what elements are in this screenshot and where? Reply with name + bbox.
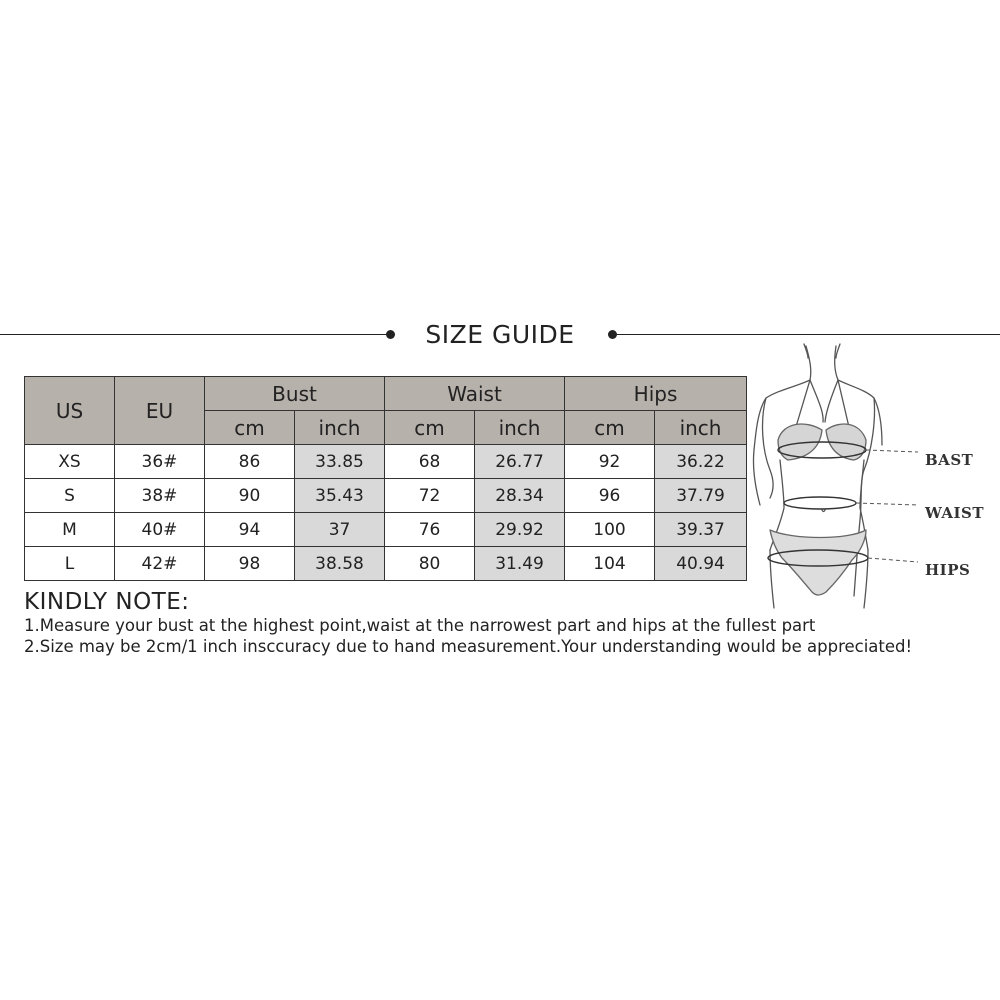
table-header-row (25, 377, 747, 411)
cell-bust-inch: 38.58 (295, 547, 385, 581)
cell-eu: 40# (115, 513, 205, 547)
cell-hips-cm: 92 (565, 445, 655, 479)
header-bust-inch: inch (295, 411, 385, 445)
waist-label: WAIST (925, 504, 985, 522)
header-us: US (25, 377, 115, 445)
cell-bust-cm: 94 (205, 513, 295, 547)
cell-hips-cm: 96 (565, 479, 655, 513)
cell-hips-inch: 36.22 (655, 445, 747, 479)
cell-bust-inch: 35.43 (295, 479, 385, 513)
header-waist: Waist (385, 377, 565, 411)
cell-hips-inch: 39.37 (655, 513, 747, 547)
cell-us: L (25, 547, 115, 581)
cell-us: M (25, 513, 115, 547)
note-heading: KINDLY NOTE: (24, 589, 190, 615)
title-rule-left (0, 334, 390, 335)
header-eu: EU (115, 377, 205, 445)
table-row (25, 445, 747, 479)
note-line-2: 2.Size may be 2cm/1 inch insccuracy due to hand measurement.Your understanding would be appreciated! (24, 637, 913, 656)
cell-hips-inch: 40.94 (655, 547, 747, 581)
cell-bust-cm: 86 (205, 445, 295, 479)
cell-bust-cm: 98 (205, 547, 295, 581)
cell-waist-cm: 68 (385, 445, 475, 479)
bust-label: BAST (925, 451, 974, 469)
cell-us: S (25, 479, 115, 513)
body-measurement-figure (748, 340, 1000, 610)
page-title: SIZE GUIDE (425, 320, 575, 349)
cell-waist-inch: 26.77 (475, 445, 565, 479)
hips-label: HIPS (925, 561, 971, 579)
header-waist-inch: inch (475, 411, 565, 445)
title-dot-left (386, 330, 395, 339)
header-hips-cm: cm (565, 411, 655, 445)
cell-hips-inch: 37.79 (655, 479, 747, 513)
cell-eu: 36# (115, 445, 205, 479)
table-row (25, 513, 747, 547)
cell-eu: 42# (115, 547, 205, 581)
cell-bust-inch: 37 (295, 513, 385, 547)
cell-waist-cm: 76 (385, 513, 475, 547)
cell-us: XS (25, 445, 115, 479)
header-bust-cm: cm (205, 411, 295, 445)
note-line-1: 1.Measure your bust at the highest point,waist at the narrowest part and hips at the fullest part (24, 616, 816, 635)
cell-bust-inch: 33.85 (295, 445, 385, 479)
cell-hips-cm: 100 (565, 513, 655, 547)
cell-waist-cm: 72 (385, 479, 475, 513)
cell-waist-inch: 31.49 (475, 547, 565, 581)
cell-hips-cm: 104 (565, 547, 655, 581)
table-row (25, 479, 747, 513)
cell-waist-inch: 28.34 (475, 479, 565, 513)
cell-eu: 38# (115, 479, 205, 513)
header-hips-inch: inch (655, 411, 747, 445)
header-bust: Bust (205, 377, 385, 411)
header-hips: Hips (565, 377, 747, 411)
size-chart-table (24, 376, 747, 581)
table-row (25, 547, 747, 581)
cell-waist-inch: 29.92 (475, 513, 565, 547)
header-waist-cm: cm (385, 411, 475, 445)
cell-bust-cm: 90 (205, 479, 295, 513)
cell-waist-cm: 80 (385, 547, 475, 581)
title-rule-right (614, 334, 1000, 335)
waist-measure-ring (784, 497, 856, 509)
